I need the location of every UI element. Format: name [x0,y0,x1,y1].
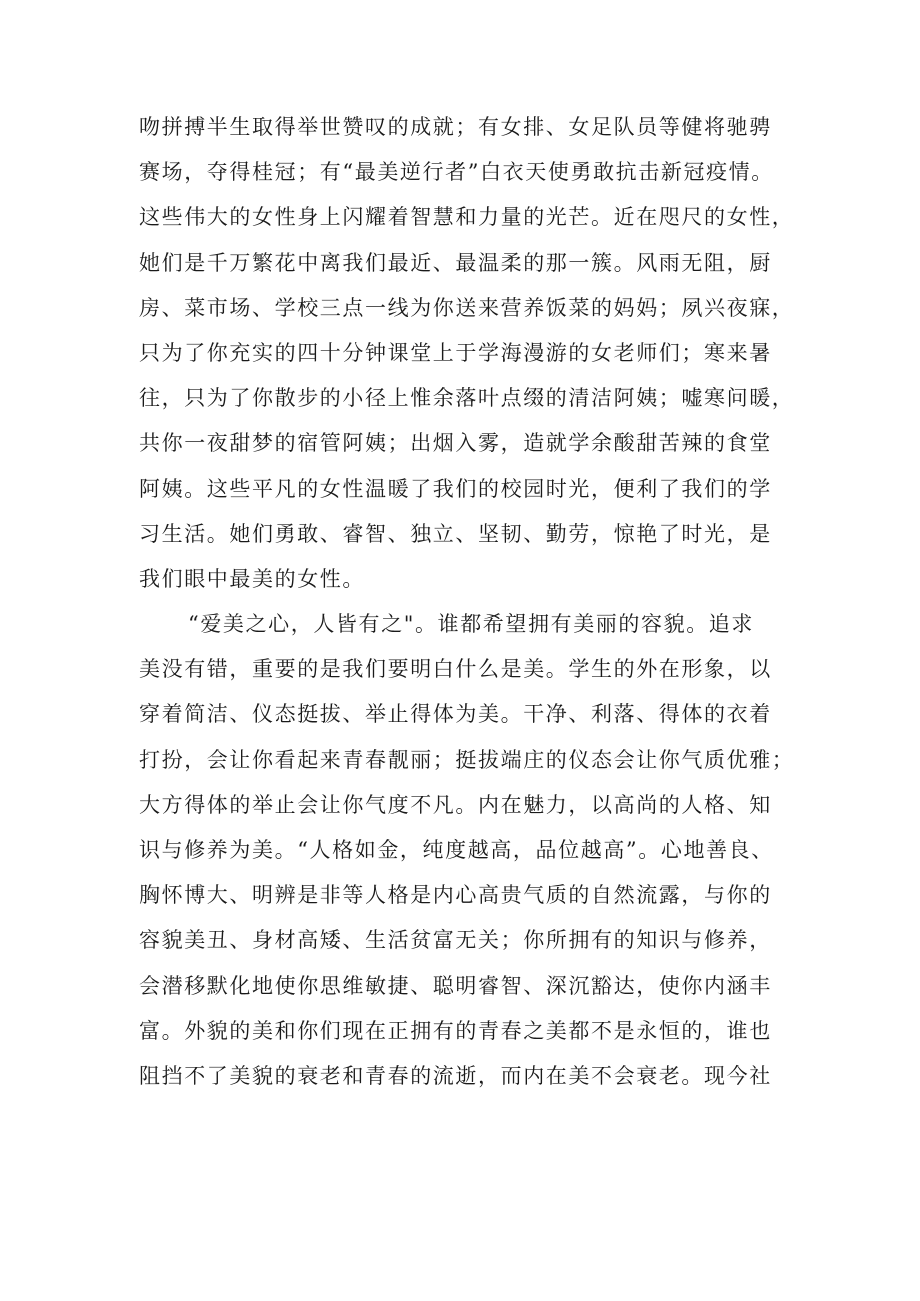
text-line: 我们眼中最美的女性。 [139,566,365,591]
text-line: 会潜移默化地使你思维敏捷、聪明睿智、深沉豁达，使你内涵丰 [139,973,772,998]
text-line: 胸怀博大、明辨是非等人格是内心高贵气质的自然流露，与你的 [139,883,772,908]
text-line: 只为了你充实的四十分钟课堂上于学海漫游的女老师们；寒来暑 [139,340,772,365]
text-line: 这些伟大的女性身上闪耀着智慧和力量的光芒。近在咫尺的女性， [139,205,795,230]
text-line: 穿着简洁、仪态挺拔、举止得体为美。干净、利落、得体的衣着 [139,702,772,727]
text-line: 习生活。她们勇敢、睿智、独立、坚韧、勤劳，惊艳了时光，是 [139,521,772,546]
text-line: 吻拼搏半生取得举世赞叹的成就；有女排、女足队员等健将驰骋 [139,115,772,139]
text-line: 她们是千万繁花中离我们最近、最温柔的那一簇。风雨无阻，厨 [139,250,772,275]
text-line: 大方得体的举止会让你气度不凡。内在魅力，以高尚的人格、知 [139,792,772,817]
text-line: 赛场，夺得桂冠；有“最美逆行者”白衣天使勇敢抗击新冠疫情。 [139,160,774,185]
paragraph-first-line: “爱美之心，人皆有之"。谁都希望拥有美丽的容貌。追求 [188,612,754,637]
text-line: 往，只为了你散步的小径上惟余落叶点缀的清洁阿姨；嘘寒问暖， [139,386,795,411]
text-line: 阿姨。这些平凡的女性温暖了我们的校园时光，便利了我们的学 [139,476,772,501]
text-line: 容貌美丑、身材高矮、生活贫富无关；你所拥有的知识与修养， [139,928,772,953]
text-line: 美没有错，重要的是我们要明白什么是美。学生的外在形象，以 [139,657,772,682]
text-line: 共你一夜甜梦的宿管阿姨；出烟入雾，造就学余酸甜苦辣的食堂 [139,431,772,456]
text-line: 阻挡不了美貌的衰老和青春的流逝，而内在美不会衰老。现今社 [139,1063,772,1088]
body-text [139,105,829,1099]
text-line: 房、菜市场、学校三点一线为你送来营养饭菜的妈妈；夙兴夜寐， [139,295,795,320]
text-line: 富。外貌的美和你们现在正拥有的青春之美都不是永恒的，谁也 [139,1018,772,1043]
text-line: 识与修养为美。“人格如金，纯度越高，品位越高”。心地善良、 [139,838,774,862]
text-line: 打扮，会让你看起来青春靓丽；挺拔端庄的仪态会让你气质优雅； [139,747,795,772]
